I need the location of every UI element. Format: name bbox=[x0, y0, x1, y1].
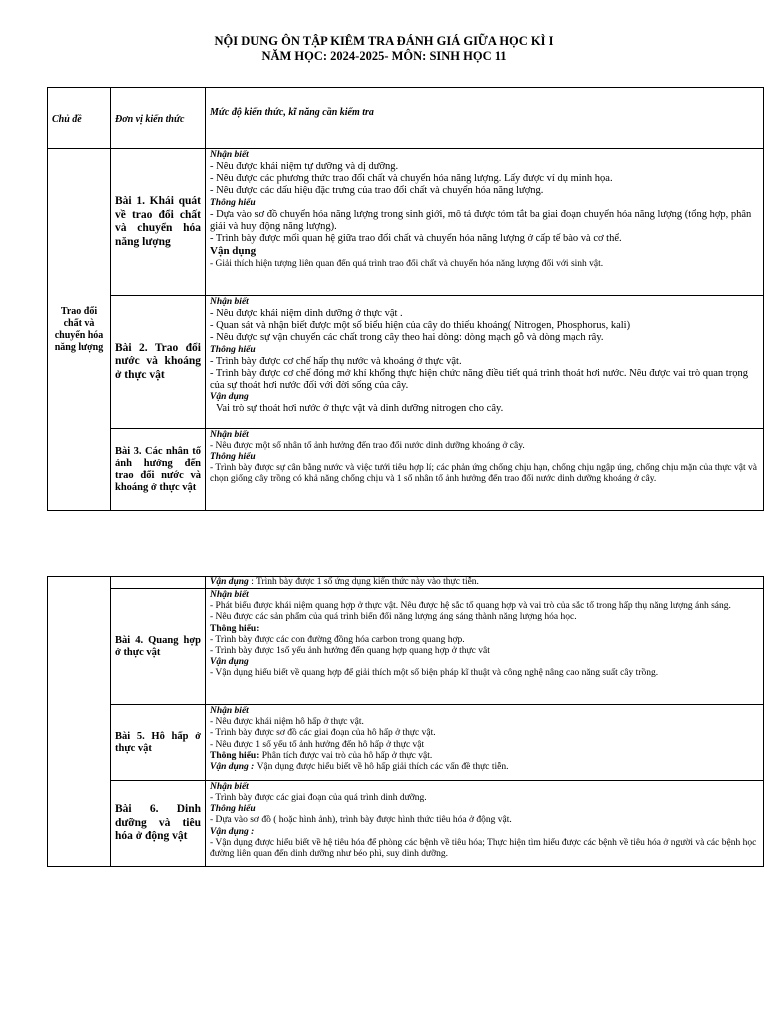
criterion-line: - Dựa vào sơ đồ ( hoặc hình ảnh), trình bày được hình thức tiêu hóa ở động vật. bbox=[210, 815, 512, 826]
header-topic-label: Chủ đề bbox=[52, 114, 82, 125]
unit-cell-empty bbox=[111, 577, 206, 589]
header-level bbox=[206, 88, 764, 149]
criterion-line: - Giải thích hiện tượng liên quan đến quá trình trao đổi chất và chuyển hóa năng lượng đối với sinh vật. bbox=[210, 259, 604, 270]
document-title-line-2: NĂM HỌC: 2024-2025- MÔN: SINH HỌC 11 bbox=[261, 49, 507, 63]
criterion-line: - Nêu được một số nhân tố ảnh hưởng đến trao đổi nước dinh dưỡng khoáng ở cây. bbox=[210, 441, 525, 451]
criterion-line: - Trình bày được sơ đồ các giai đoạn của hô hấp ở thực vật. bbox=[210, 728, 436, 739]
table-header-row bbox=[48, 88, 764, 149]
criterion-line: - Trình bày được mối quan hệ giữa trao đổi chất và chuyển hóa năng lượng ở cấp tế bào và cơ thể. bbox=[210, 233, 622, 245]
table-row bbox=[48, 149, 764, 296]
level-heading-van-dung: Vận dụng bbox=[210, 245, 257, 258]
unit-label: Bài 3. Các nhân tố ảnh hưởng đến trao đổi nước và khoáng ở thực vật bbox=[115, 445, 201, 493]
level-cell bbox=[206, 296, 764, 429]
criterion-line bbox=[210, 751, 759, 762]
unit-label: Bài 5. Hô hấp ở thực vật bbox=[115, 730, 201, 754]
level-cell bbox=[206, 429, 764, 511]
criterion-line: : Trình bày được 1 số ứng dụng kiến thức này vào thực tiễn. bbox=[248, 577, 479, 587]
criterion-line: - Nêu được khái niệm hô hấp ở thực vật. bbox=[210, 717, 364, 728]
unit-cell bbox=[111, 705, 206, 781]
criterion-line: - Nêu được các dấu hiệu đặc trưng của trao đổi chất và chuyển hóa năng lượng. bbox=[210, 185, 544, 197]
criterion-line: - Vận dụng hiểu biết về quang hợp để giải thích một số biện pháp kĩ thuật và công nghệ nâng cao năng suất cây trồng. bbox=[210, 668, 659, 679]
level-heading-nhan-biet: Nhận biết bbox=[210, 706, 249, 717]
criterion-line: - Trình bày được cơ chế hấp thụ nước và khoáng ở thực vật. bbox=[210, 355, 462, 367]
criterion-line: - Trình bày được các con đường đồng hóa carbon trong quang hợp. bbox=[210, 634, 465, 645]
criterion-line: - Phát biểu được khái niệm quang hợp ở thực vật. Nêu được hệ sắc tố quang hợp và vai trò của sắc tố trong hấp thụ năng lượng ánh sáng. bbox=[210, 601, 731, 612]
unit-cell bbox=[111, 589, 206, 705]
table-row bbox=[48, 429, 764, 511]
criterion-text: Vận dụng được hiểu biết về hô hấp giải thích các vấn đề thực tiễn. bbox=[254, 762, 509, 773]
level-heading-nhan-biet: Nhận biết bbox=[210, 150, 249, 160]
header-unit bbox=[111, 88, 206, 149]
criterion-line: - Trình bày được cơ chế đóng mở khí khổng thực hiện chức năng điều tiết quá trình thoát hơi nước. Nêu được vai trò quan trọng của sự thoát hơi nước đối với đời sống của cây. bbox=[210, 367, 748, 392]
criterion-line: - Trình bày được các giai đoạn của quá trình dinh dưỡng. bbox=[210, 793, 427, 804]
unit-cell bbox=[111, 429, 206, 511]
criterion-line: - Nêu được sự vận chuyển các chất trong cây theo hai dòng: dòng mạch gỗ và dòng mạch rây. bbox=[210, 332, 604, 344]
unit-label: Bài 4. Quang hợp ở thực vật bbox=[115, 634, 201, 658]
unit-cell bbox=[111, 296, 206, 429]
criterion-line: - Trình bày được 1số yếu ảnh hưởng đến quang hợp quang hợp ở thực vât bbox=[210, 645, 490, 656]
level-heading-van-dung: Vận dụng bbox=[210, 577, 249, 587]
table-row bbox=[48, 781, 764, 867]
level-heading-thong-hieu: Thông hiểu bbox=[210, 344, 256, 355]
table-row bbox=[48, 577, 764, 589]
criterion-line: - Trình bày được sự cân bằng nước và việc tưới tiêu hợp lí; các phản ứng chống chịu hạn, chống chịu ngập úng, chống chịu mặn của thực vật và chọn giống cây trồng có khả năng chống chịu và 1 số nhân tố ảnh hưởng đến trao đổi nước dinh dưỡng khoáng ở cây. bbox=[210, 463, 757, 485]
criterion-line: - Nêu được 1 số yếu tố ảnh hưởng đến hô hấp ở thực vật bbox=[210, 739, 425, 750]
level-heading-thong-hieu: Thông hiểu: bbox=[210, 750, 260, 761]
level-cell bbox=[206, 149, 764, 296]
table-row bbox=[48, 705, 764, 781]
criterion-line: - Dựa vào sơ đồ chuyển hóa năng lượng trong sinh giới, mô tả được tóm tắt ba giai đoạn chuyển hóa năng lượng (tổng hợp, phân giải và huy động năng lượng). bbox=[210, 208, 752, 232]
topic-cell-continued bbox=[48, 577, 111, 867]
topic-label: Trao đổi chất và chuyển hóa năng lượng bbox=[54, 305, 104, 353]
level-heading-nhan-biet: Nhận biết bbox=[210, 590, 249, 601]
criterion-line: - Nêu được các sản phẩm của quá trình biến đổi năng lượng áng sáng thành năng lượng hóa học. bbox=[210, 612, 577, 623]
criterion-line: - Quan sát và nhận biết được một số biểu hiện của cây do thiếu khoáng( Nitrogen, Phosphorus, kali) bbox=[210, 320, 631, 332]
level-heading-nhan-biet: Nhận biết bbox=[210, 782, 249, 793]
level-heading-van-dung: Vận dụng : bbox=[210, 826, 255, 837]
unit-cell bbox=[111, 781, 206, 867]
topic-cell bbox=[48, 149, 111, 511]
level-heading-thong-hieu: Thông hiểu: bbox=[210, 623, 260, 634]
table-row bbox=[48, 296, 764, 429]
criterion-line: - Nêu được các phương thức trao đổi chất và chuyển hóa năng lượng. Lấy được ví dụ minh họa. bbox=[210, 173, 613, 185]
outline-table-2 bbox=[47, 576, 764, 867]
table-row bbox=[48, 589, 764, 705]
level-cell bbox=[206, 705, 764, 781]
level-heading-thong-hieu: Thông hiểu bbox=[210, 804, 256, 815]
unit-label: Bài 1. Khái quát về trao đổi chất và chuyển hóa năng lượng bbox=[115, 195, 201, 248]
level-heading-van-dung: Vận dụng bbox=[210, 657, 249, 668]
level-heading-thong-hieu: Thông hiểu bbox=[210, 452, 256, 463]
level-cell bbox=[206, 577, 764, 589]
level-heading-nhan-biet: Nhận biết bbox=[210, 430, 249, 440]
level-heading-van-dung: Vận dụng bbox=[210, 392, 249, 403]
outline-table-1 bbox=[47, 87, 764, 511]
unit-cell bbox=[111, 149, 206, 296]
criterion-text: Phân tích được vai trò của hô hấp ở thực vật. bbox=[259, 750, 433, 761]
level-heading-thong-hieu: Thông hiểu bbox=[210, 197, 256, 208]
criterion-line: Vai trò sự thoát hơi nước ở thực vật và dinh dưỡng nitrogen cho cây. bbox=[216, 403, 504, 415]
document-title-line-1: NỘI DUNG ÔN TẬP KIÊM TRA ĐÁNH GIÁ GIỮA HỌC KÌ I bbox=[214, 34, 554, 48]
unit-label: Bài 6. Dinh dưỡng và tiêu hóa ở động vật bbox=[115, 803, 201, 843]
criterion-line bbox=[210, 762, 759, 773]
header-unit-label: Đơn vị kiến thức bbox=[115, 114, 185, 125]
header-topic bbox=[48, 88, 111, 149]
level-heading-nhan-biet: Nhận biết bbox=[210, 297, 249, 307]
criterion-line: - Nêu được khái niệm dinh dưỡng ở thực vật . bbox=[210, 308, 403, 319]
header-level-label: Mức độ kiến thức, kĩ năng cần kiểm tra bbox=[210, 107, 374, 118]
criterion-line: - Nêu được khái niệm tự dưỡng và dị dưỡng. bbox=[210, 161, 399, 172]
unit-label: Bài 2. Trao đổi nước và khoáng ở thực vật bbox=[115, 341, 201, 381]
criterion-line: - Vận dụng được hiểu biết về hệ tiêu hóa để phòng các bệnh về tiêu hóa; Thực hiện tìm hiểu được các bệnh về tiêu hóa ở người và các bệnh học đường liên quan đến dinh dưỡng như béo phì, suy dinh dưỡng. bbox=[210, 837, 757, 859]
level-cell bbox=[206, 589, 764, 705]
level-cell bbox=[206, 781, 764, 867]
level-heading-van-dung: Vận dụng : bbox=[210, 762, 255, 773]
